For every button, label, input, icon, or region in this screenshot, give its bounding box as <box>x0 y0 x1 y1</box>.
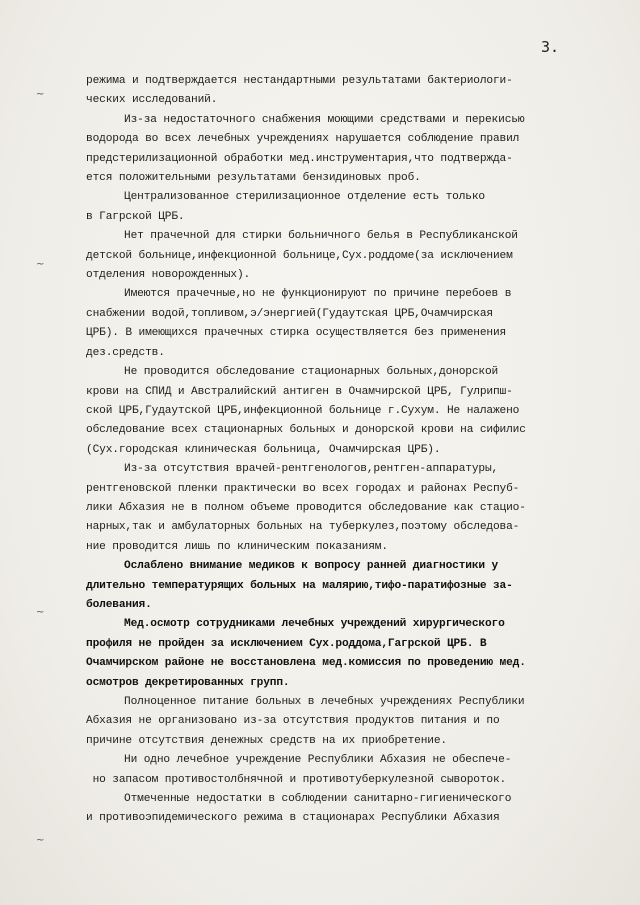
punch-hole-mark: ~ <box>36 259 45 270</box>
text-line: предстерилизационной обработки мед.инструментария,что подтвержда- <box>86 152 513 165</box>
document-body <box>86 72 586 829</box>
text-line: отделения новорожденных). <box>86 269 251 282</box>
text-line: длительно температурящих больных на малярию,тифо-паратифозные за- <box>86 579 513 592</box>
text-line: рентгеновской пленки практически во всех городах и районах Респуб- <box>86 482 520 495</box>
page-number: 3. <box>541 38 560 56</box>
text-line: дез.средств. <box>86 346 165 359</box>
punch-hole-mark: ~ <box>36 835 45 846</box>
text-line: Очамчирском районе не восстановлена мед.комиссия по проведению мед. <box>86 657 526 670</box>
text-line: режима и подтверждается нестандартными результатами бактериологи- <box>86 75 513 87</box>
text-line: ЦРБ). В имеющихся прачечных стирка осуществляется без применения <box>86 327 507 340</box>
text-line: ской ЦРБ,Гудаутской ЦРБ,инфекционной больнице г.Сухум. Не налажено <box>86 404 520 417</box>
text-line: Полноценное питание больных в лечебных учреждениях Республики <box>124 696 525 708</box>
text-line: Централизованное стерилизационное отделение есть только <box>124 191 485 204</box>
text-line: Ослаблено внимание медиков к вопросу ранней диагностики у <box>124 560 499 573</box>
text-line: Мед.осмотр сотрудниками лечебных учреждений хирургического <box>124 618 505 631</box>
text-line: Отмеченные недостатки в соблюдении санитарно-гигиенического <box>124 793 512 806</box>
text-line: Из-за отсутствия врачей-рентгенологов,рентген-аппаратуры, <box>124 463 499 476</box>
text-line: ется положительными результатами бензидиновых проб. <box>86 172 421 185</box>
text-line: Ни одно лечебное учреждение Республики Абхазия не обеспече- <box>124 754 512 767</box>
text-line: но запасом противостолбнячной и противотуберкулезной сывороток. <box>86 773 507 786</box>
text-line: болевания. <box>86 598 152 611</box>
text-line: снабжении водой,топливом,э/энергией(Гудаутская ЦРБ,Очамчирская <box>86 307 493 320</box>
text-line: ние проводится лишь по клиническим показаниям. <box>86 540 388 553</box>
text-line: (Сух.городская клиническая больница, Очамчирская ЦРБ). <box>86 443 441 456</box>
text-line: Не проводится обследование стационарных больных,донорской <box>124 366 499 379</box>
text-line: в Гагрской ЦРБ. <box>86 210 185 223</box>
text-line: крови на СПИД и Австралийский антиген в Очамчирской ЦРБ, Гулрипш- <box>86 385 513 398</box>
text-line: обследование всех стационарных больных и донорской крови на сифилис <box>86 424 526 437</box>
text-line: и противоэпидемического режима в стационарах Республики Абхазия <box>86 812 500 825</box>
text-line: Из-за недостаточного снабжения моющими средствами и перекисью <box>124 113 525 126</box>
text-line: профиля не пройден за исключением Сух.роддома,Гагрской ЦРБ. В <box>86 637 487 650</box>
text-line: осмотров декретированных групп. <box>86 676 290 689</box>
text-line: лики Абхазия не в полном объеме проводится обследование как стацио- <box>86 501 526 514</box>
text-line: Нет прачечной для стирки больничного белья в Республиканской <box>124 230 518 243</box>
text-line: Абхазия не организовано из-за отсутствия продуктов питания и по <box>86 715 500 728</box>
text-line: детской больнице,инфекционной больнице,Сух.роддоме(за исключением <box>86 249 513 262</box>
punch-hole-mark: ~ <box>36 89 45 100</box>
text-line: водорода во всех лечебных учреждениях нарушается соблюдение правил <box>86 133 520 146</box>
punch-hole-mark: ~ <box>36 607 45 618</box>
text-line: причине отсутствия денежных средств на их приобретение. <box>86 734 447 747</box>
text-line: Имеются прачечные,но не функционируют по причине перебоев в <box>124 288 512 301</box>
text-line: ческих исследований. <box>86 94 218 107</box>
text-line: нарных,так и амбулаторных больных на туберкулез,поэтому обследова- <box>86 521 520 534</box>
